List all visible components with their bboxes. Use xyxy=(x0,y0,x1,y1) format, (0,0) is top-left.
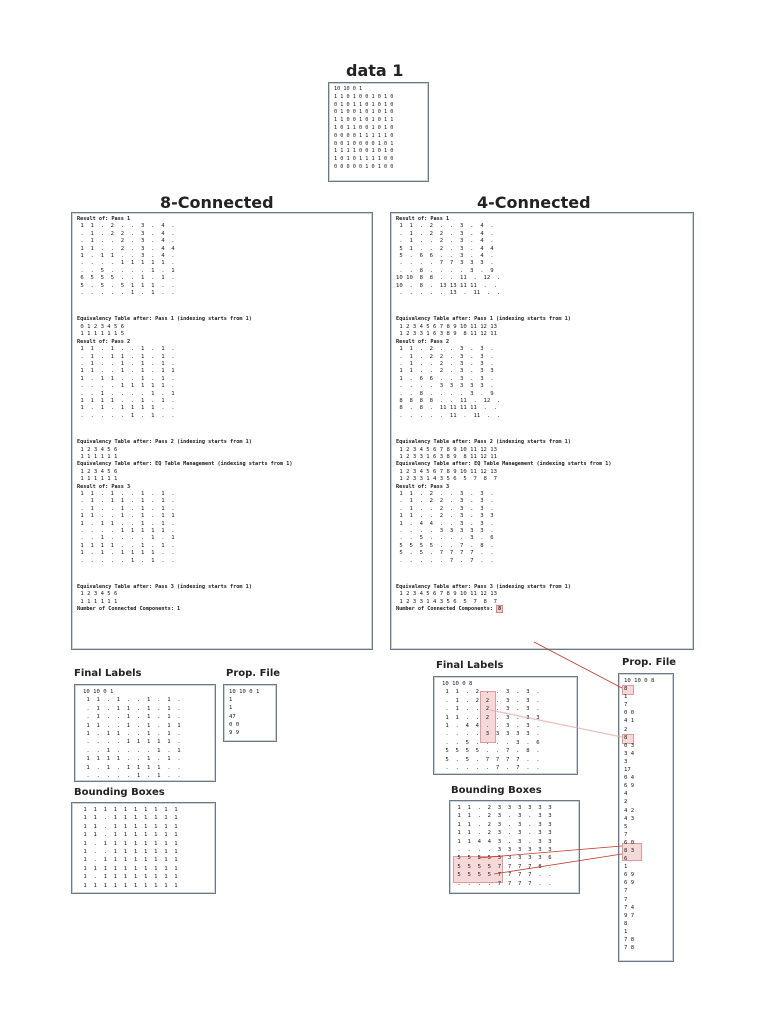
four-eq1-header: Equivalency Table after: Pass 1 (indexing starts from 1) xyxy=(396,316,571,323)
four-eq3-table: 1 2 3 4 5 6 7 8 9 10 11 12 13 1 2 3 3 1 4 3 5 6 5 7 8 7 xyxy=(399,591,498,605)
four-prop-file-title: Prop. File xyxy=(622,657,677,668)
four-pass2-header: Result of: Pass 2 xyxy=(396,338,450,345)
four-eq3-header: Equivalency Table after: Pass 3 (indexing starts from 1) xyxy=(396,584,571,591)
four-count-value: 8 xyxy=(497,606,502,613)
four-final-labels-title: Final Labels xyxy=(436,660,504,671)
four-eqm-header: Equivalency Table after: EQ Table Management (indexing starts from 1) xyxy=(396,461,612,468)
eight-connected-title: 8-Connected xyxy=(160,193,274,212)
four-bounding-boxes-grid: 1 1 . 2 3 3 3 3 3 3 1 1 . 2 3 . 3 . 3 3 1 1 . 2 3 . 3 . 3 3 1 1 . 2 3 . 3 . 3 3 1 1 4 4 3 . 3 . 3 3 . . . . 3 3 3 3 3 3 5 5 5 5 3 3 3 3 3 6 5 5 5 5 7 7 7 7 . 5 5 5 5 7 7 7 7 . . . . . . 7 7 7 7 . . xyxy=(457,805,552,887)
four-pass1-header: Result of: Pass 1 xyxy=(396,216,450,222)
eight-pass2-header: Result of: Pass 2 xyxy=(77,338,131,345)
connector-bbox-to-prop-1 xyxy=(478,846,622,858)
eight-final-labels-grid: 10 10 0 1 1 1 . 1 . . 1 . 1 . . 1 . 1 1 . 1 . 1 . . 1 . . 1 . 1 . 1 . 1 1 . . 1 . 1 . 1 1 1 . 1 1 . . 1 . 1 . . . . . 1 1 1 1 1 . . . 1 . . . . 1 . 1 1 1 1 1 . . 1 . 1 . 1 . 1 . 1 1 1 1 . . . . . . . 1 . 1 . . xyxy=(83,689,181,780)
four-eqm-table: 1 2 3 4 5 6 7 8 9 10 11 12 13 1 2 3 3 1 4 3 5 6 5 7 8 7 xyxy=(399,468,498,483)
eight-eq1-table: 0 1 2 3 4 5 6 1 1 1 1 1 1 5 xyxy=(80,323,125,338)
four-eq2-header: Equivalency Table after: Pass 2 (indexing starts from 1) xyxy=(396,439,571,446)
eight-final-labels-title: Final Labels xyxy=(74,668,142,679)
eight-prop-file-text: 10 10 0 1 1 1 47 0 0 9 9 xyxy=(229,689,260,737)
data1-title: data 1 xyxy=(346,61,404,80)
eight-eq3-table: 1 2 3 4 5 6 1 1 1 1 1 1 xyxy=(80,591,118,605)
connector-bbox-to-prop-2 xyxy=(494,854,622,874)
four-prop-file-text: 10 10 0 8 8 1 7 0 0 4 1 2 8 0 3 3 4 3 17 0 4 6 9 4 2 4 2 4 3 5 7 6 0 8 3 6 1 6 9 6 9 7 7 7 4 9 7 8 1 7 8 7 8 xyxy=(624,678,655,952)
eight-bounding-boxes-grid: 1 1 1 1 1 1 1 1 1 1 1 1 . 1 1 1 1 1 1 1 1 1 . 1 1 1 1 1 1 1 1 1 . 1 1 1 1 1 1 1 1 . 1 1 1 1 1 1 1 1 1 . . 1 1 1 1 1 1 1 1 . 1 1 1 1 1 1 1 1 1 1 1 1 1 1 1 1 1 1 1 . 1 1 1 1 1 1 1 1 1 1 1 1 1 1 1 1 1 1 xyxy=(83,807,178,889)
eight-pass1-grid: 1 1 . 2 . . 3 . 4 . . 1 . 2 2 . 3 . 4 . . 1 . . 2 . 3 . 4 . 1 1 . . 2 . 3 . 4 4 1 . 1 1 . . 3 . 4 . . . . . 1 1 1 1 1 . . . 5 . . . . 1 . 1 6 5 5 5 . . 1 . 1 . 5 . 5 . 5 1 1 1 . . . . . . . 1 . 1 . . xyxy=(80,223,175,297)
connector-final-to-prop xyxy=(490,710,622,737)
four-pass3-grid: 1 1 . 2 . . 3 . 3 . . 1 . 2 2 . 3 . 3 . . 1 . . 2 . 3 . 3 . 1 1 . . 2 . 3 . 3 3 1 . 4 4 . . 3 . 3 . . . . . 3 3 3 3 3 . . . 5 . . . . 3 . 6 5 5 5 5 . . 7 . 8 . 5 . 5 . 7 7 7 7 . . . . . . . 7 . 7 . . xyxy=(399,491,494,564)
eight-bounding-boxes-title: Bounding Boxes xyxy=(74,787,165,798)
eight-eq3-header: Equivalency Table after: Pass 3 (indexing starts from 1) xyxy=(77,584,252,591)
eight-pass3-header: Result of: Pass 3 xyxy=(77,483,131,490)
eight-component-count: Number of Connected Components: 1 xyxy=(77,606,181,613)
four-pass2-grid: 1 1 . 2 . . 3 . 3 . . 1 . 2 2 . 3 . 3 . . 1 . . 2 . 3 . 3 . 1 1 . . 2 . 3 . 3 3 1 . 6 6 . . 3 . 3 . . . . . 3 3 3 3 3 . . . 8 . . . . 3 . 9 8 8 8 8 . . 11 . 12 . 8 . 8 . 11 11 11 11 . . . . . . . 11 . 11 . . xyxy=(399,346,501,419)
eight-pass3-grid: 1 1 . 1 . . 1 . 1 . . 1 . 1 1 . 1 . 1 . . 1 . . 1 . 1 . 1 . 1 1 . . 1 . 1 . 1 1 1 . 1 1 . . 1 . 1 . . . . . 1 1 1 1 1 . . . 1 . . . . 1 . 1 1 1 1 1 . . 1 . 1 . 1 . 1 . 1 1 1 1 . . . . . . . 1 . 1 . . xyxy=(80,491,175,564)
four-eq1-table: 1 2 3 4 5 6 7 8 9 10 11 12 13 1 2 3 3 1 6 3 8 9 8 11 12 11 xyxy=(399,323,498,338)
four-pass1-grid: 1 1 . 2 . . 3 . 4 . . 1 . 2 2 . 3 . 4 . . 1 . . 2 . 3 . 4 . 5 1 . . 2 . 3 . 4 4 5 . 6 6 . . 3 . 4 . . . . . 7 7 3 3 3 . . . 8 . . . . 3 . 9 10 10 8 8 . . 11 . 12 . 10 . 8 . 13 13 11 11 . . . . . . . 13 . 11 . . xyxy=(396,223,501,297)
four-bounding-boxes-title: Bounding Boxes xyxy=(451,785,542,796)
eight-eqm-header: Equivalency Table after: EQ Table Management (indexing starts from 1) xyxy=(77,461,293,468)
eight-eq2-header: Equivalency Table after: Pass 2 (indexing starts from 1) xyxy=(77,439,252,446)
data1-grid: 10 10 0 1 1 1 0 1 0 0 1 0 1 0 0 1 0 1 1 0 1 0 1 0 0 1 0 0 1 0 1 0 1 0 1 1 0 0 1 0 1 0 1 1 1 0 1 1 0 0 1 0 1 0 0 0 0 0 1 1 1 1 1 0 0 0 1 0 0 0 0 1 0 1 1 1 1 1 0 0 1 0 1 0 1 0 1 0 1 1 1 1 0 0 0 0 0 0 0 1 0 1 0 0 xyxy=(334,86,394,170)
eight-pass1-header: Result of: Pass 1 xyxy=(77,216,131,222)
four-final-labels-grid: 10 10 0 8 1 1 . 2 . . 3 . 3 . . 1 . 2 2 . 3 . 3 . . 1 . . 2 . 3 . 3 . 1 1 . . 2 . 3 . 3 1 . 4 4 . . 3 . 3 . . . . . 3 3 3 3 3 . . . 5 . . . . 3 . 6 5 5 5 5 . . 7 . 8 . 5 . 5 . 7 7 7 7 . . . . . . . 7 . 7 . . xyxy=(442,681,540,772)
eight-eqm-table: 1 2 3 4 5 6 1 1 1 1 1 1 xyxy=(80,468,118,483)
four-eq2-table: 1 2 3 4 5 6 7 8 9 10 11 12 13 1 2 3 3 1 6 3 8 9 8 11 12 11 xyxy=(399,446,498,460)
eight-eq2-table: 1 2 3 4 5 6 1 1 1 1 1 1 xyxy=(80,446,118,460)
four-pass3-header: Result of: Pass 3 xyxy=(396,483,450,490)
eight-eq1-header: Equivalency Table after: Pass 1 (indexing starts from 1) xyxy=(77,316,252,323)
four-count-label: Number of Connected Components: xyxy=(396,606,493,613)
eight-pass2-grid: 1 1 . 1 . . 1 . 1 . . 1 . 1 1 . 1 . 1 . . 1 . . 1 . 1 . 1 . 1 1 . . 1 . 1 . 1 1 1 . 1 1 . . 1 . 1 . . . . . 1 1 1 1 1 . . . 1 . . . . 1 . 1 1 1 1 1 . . 1 . 1 . 1 . 1 . 1 1 1 1 . . . . . . . 1 . 1 . . xyxy=(80,346,175,419)
four-connected-title: 4-Connected xyxy=(477,193,591,212)
connector-count-to-prop xyxy=(534,642,622,688)
eight-prop-file-title: Prop. File xyxy=(226,668,281,679)
